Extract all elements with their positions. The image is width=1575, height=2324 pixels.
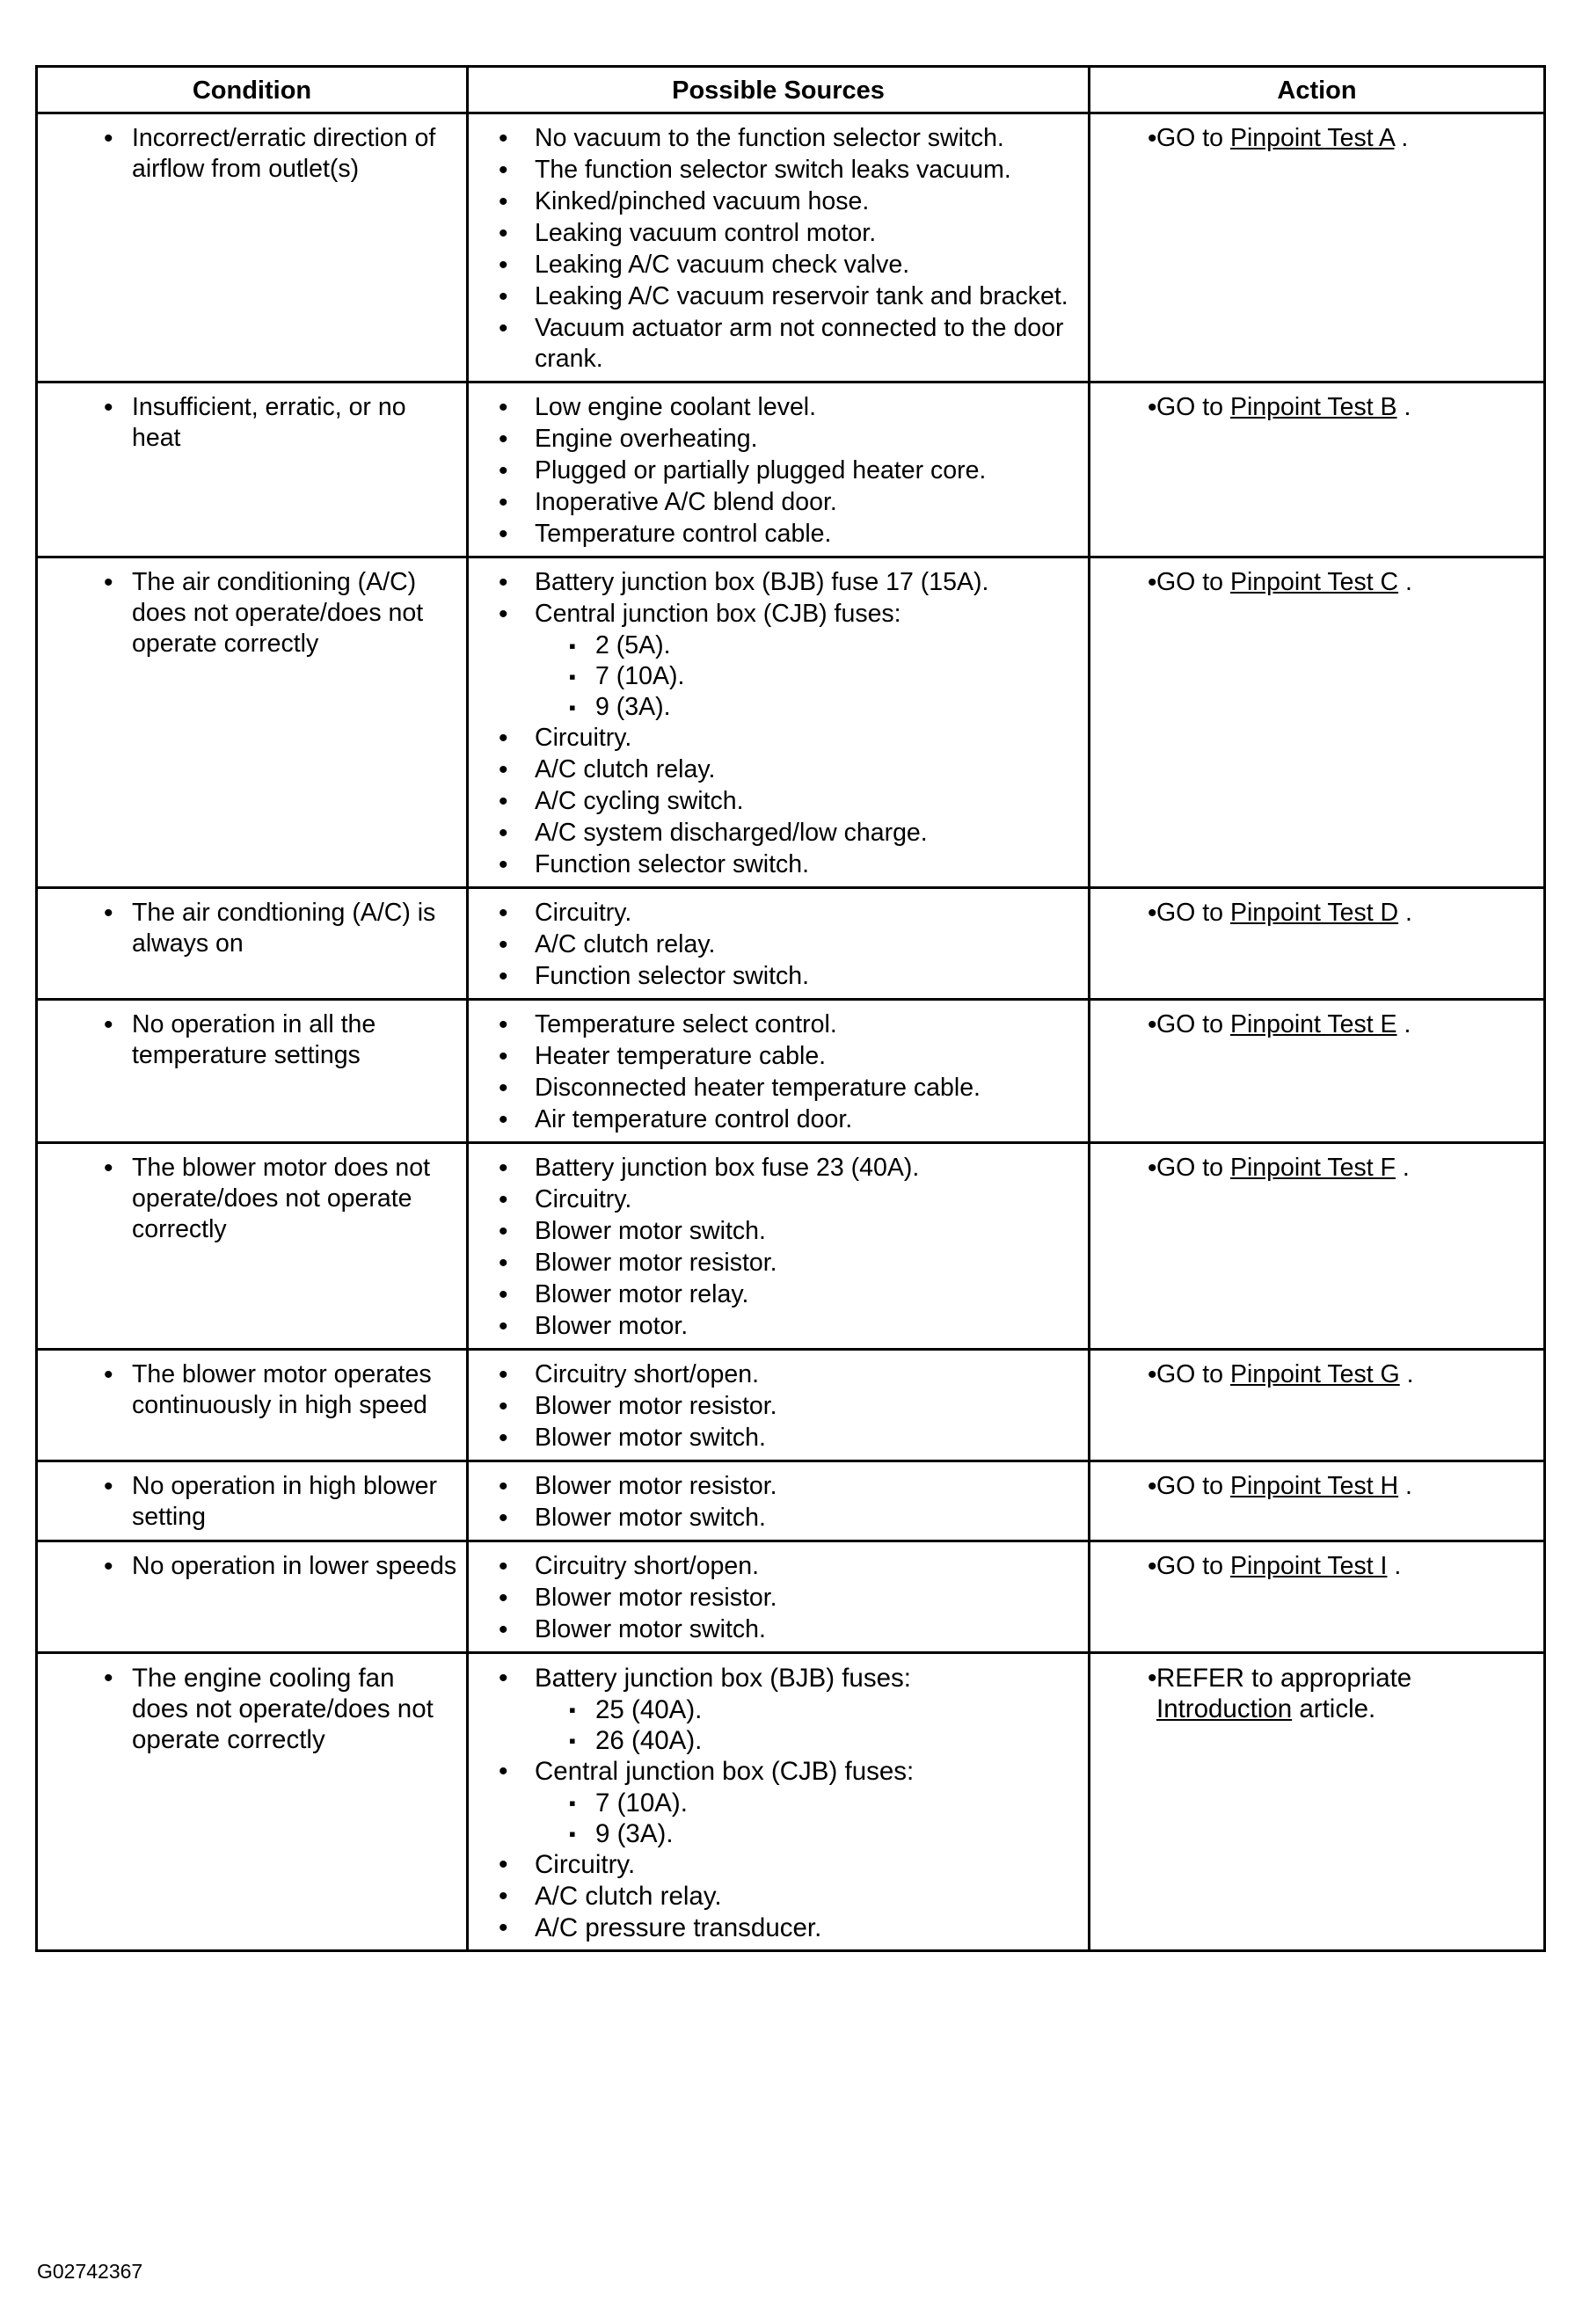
pinpoint-test-link[interactable]: Pinpoint Test A [1229,124,1395,152]
header-action: Action [1090,67,1545,113]
source-item: • A/C clutch relay. [478,1881,1079,1912]
action-item [1099,898,1535,929]
source-item: • Blower motor relay. [478,1279,1079,1310]
sources-cell [468,1541,1090,1653]
diagnosis-table [35,65,1546,1952]
action-suffix: . [1396,1010,1411,1038]
source-item: • Disconnected heater temperature cable. [478,1073,1079,1104]
action-item [1099,1663,1535,1724]
source-item: • A/C clutch relay. [478,929,1079,960]
condition-text: • No operation in all the temperature settings [47,1009,457,1071]
action-item [1099,1551,1535,1582]
pinpoint-test-link[interactable]: Pinpoint Test H [1229,1472,1399,1500]
source-subitem: ▪ 9 (3A). [478,692,1079,723]
condition-cell [37,1541,468,1653]
action-cell [1090,1000,1545,1143]
condition-text: • Incorrect/erratic direction of airflow from outlet(s) [47,123,457,185]
sources-cell [468,1653,1090,1951]
source-item: • A/C system discharged/low charge. [478,818,1079,849]
sources-cell [468,1350,1090,1461]
action-suffix: article. [1292,1694,1376,1723]
action-suffix: . [1398,568,1412,596]
action-cell [1090,1461,1545,1541]
action-item [1099,567,1535,598]
condition-cell [37,1461,468,1541]
table-row [37,1653,1545,1951]
pinpoint-test-link[interactable]: Pinpoint Test B [1229,393,1397,421]
condition-cell [37,113,468,382]
action-suffix: . [1398,899,1412,927]
source-item: • Function selector switch. [478,849,1079,880]
source-item: • Air temperature control door. [478,1104,1079,1135]
pinpoint-test-link[interactable]: Pinpoint Test C [1229,568,1399,596]
pinpoint-test-link[interactable]: Pinpoint Test F [1229,1154,1396,1182]
table-row [37,1350,1545,1461]
header-possible-sources: Possible Sources [468,67,1090,113]
source-item: • Circuitry. [478,1849,1079,1880]
action-prefix: GO to [1156,899,1230,927]
source-item: • Blower motor resistor. [478,1248,1079,1279]
action-prefix: GO to [1156,1010,1230,1038]
action-cell [1090,1653,1545,1951]
condition-cell [37,382,468,557]
source-item: • Circuitry. [478,898,1079,929]
condition-cell [37,888,468,1000]
sources-cell [468,1143,1090,1350]
source-item: • Temperature select control. [478,1009,1079,1040]
table-row [37,1461,1545,1541]
condition-text: • The blower motor does not operate/does not operate correctly [47,1153,457,1245]
sources-cell [468,113,1090,382]
action-prefix: GO to [1156,124,1230,152]
table-row [37,382,1545,557]
source-item: • No vacuum to the function selector switch. [478,123,1079,154]
action-suffix: . [1387,1552,1402,1580]
source-item: • Blower motor switch. [478,1216,1079,1247]
pinpoint-test-link[interactable]: Pinpoint Test I [1229,1552,1388,1580]
source-item: • A/C pressure transducer. [478,1912,1079,1943]
source-item: • Engine overheating. [478,424,1079,455]
source-item: • Blower motor switch. [478,1614,1079,1645]
source-subitem: ▪ 2 (5A). [478,630,1079,661]
action-suffix: . [1394,124,1409,152]
source-item: • Kinked/pinched vacuum hose. [478,186,1079,217]
action-suffix: . [1395,1154,1410,1182]
action-cell [1090,1143,1545,1350]
action-item [1099,1471,1535,1502]
header-condition: Condition [37,67,468,113]
condition-text: • The air condtioning (A/C) is always on [47,898,457,959]
source-item: • Blower motor resistor. [478,1391,1079,1422]
source-item: • Battery junction box fuse 23 (40A). [478,1153,1079,1184]
source-item: • Function selector switch. [478,961,1079,992]
action-cell [1090,1350,1545,1461]
source-item: • Circuitry short/open. [478,1551,1079,1582]
source-item: • Blower motor. [478,1311,1079,1342]
action-prefix: GO to [1156,1552,1230,1580]
source-item: • Vacuum actuator arm not connected to the door crank. [478,313,1079,375]
condition-text: • No operation in lower speeds [47,1551,457,1582]
source-subitem: ▪ 25 (40A). [478,1694,1079,1725]
condition-text: • The blower motor operates continuously in high speed [47,1359,457,1421]
source-item: • A/C cycling switch. [478,786,1079,817]
condition-cell [37,557,468,888]
source-item: • Leaking A/C vacuum check valve. [478,250,1079,280]
action-prefix: GO to [1156,1360,1230,1388]
source-item: • Circuitry. [478,723,1079,754]
condition-cell [37,1350,468,1461]
action-prefix: GO to [1156,1154,1230,1182]
source-item: • Temperature control cable. [478,519,1079,550]
sources-cell [468,1461,1090,1541]
condition-cell [37,1000,468,1143]
action-cell [1090,113,1545,382]
pinpoint-test-link[interactable]: Pinpoint Test E [1229,1010,1397,1038]
action-suffix: . [1398,1472,1412,1500]
table-row [37,1143,1545,1350]
source-item: • Blower motor resistor. [478,1471,1079,1502]
sources-cell [468,557,1090,888]
table-row [37,888,1545,1000]
condition-text: • The engine cooling fan does not operate/does not operate correctly [47,1663,457,1755]
condition-text: • Insufficient, erratic, or no heat [47,392,457,454]
pinpoint-test-link[interactable]: Pinpoint Test D [1229,899,1399,927]
action-cell [1090,382,1545,557]
action-prefix: GO to [1156,393,1230,421]
pinpoint-test-link[interactable]: Pinpoint Test G [1229,1360,1400,1388]
source-item: • A/C clutch relay. [478,754,1079,785]
condition-cell [37,1143,468,1350]
source-item: • Leaking A/C vacuum reservoir tank and bracket. [478,281,1079,312]
action-item [1099,392,1535,423]
source-item: • Central junction box (CJB) fuses: [478,1756,1079,1787]
action-item [1099,1153,1535,1184]
action-item [1099,1009,1535,1040]
action-prefix: GO to [1156,1472,1230,1500]
action-item [1099,123,1535,154]
sources-cell [468,382,1090,557]
table-row [37,557,1545,888]
source-item: • Inoperative A/C blend door. [478,487,1079,518]
source-subitem: ▪ 26 (40A). [478,1725,1079,1756]
table-row [37,113,1545,382]
action-cell [1090,557,1545,888]
sources-cell [468,1000,1090,1143]
source-item: • Low engine coolant level. [478,392,1079,423]
source-item: • Battery junction box (BJB) fuses: [478,1663,1079,1694]
source-item: • The function selector switch leaks vacuum. [478,155,1079,186]
document [35,65,1543,1952]
action-item [1099,1359,1535,1390]
source-item: • Central junction box (CJB) fuses: [478,599,1079,630]
source-item: • Blower motor switch. [478,1423,1079,1453]
source-item: • Plugged or partially plugged heater core. [478,455,1079,486]
header-row [37,67,1545,113]
source-subitem: ▪ 7 (10A). [478,1788,1079,1818]
source-item: • Circuitry. [478,1184,1079,1215]
action-prefix: REFER to appropriate [1156,1664,1412,1693]
action-cell [1090,1541,1545,1653]
action-prefix: GO to [1156,568,1230,596]
table-row [37,1541,1545,1653]
source-subitem: ▪ 7 (10A). [478,661,1079,692]
figure-code: G02742367 [37,2260,143,2283]
sources-cell [468,888,1090,1000]
source-item: • Leaking vacuum control motor. [478,218,1079,249]
pinpoint-test-link[interactable]: Introduction [1156,1694,1293,1723]
condition-cell [37,1653,468,1951]
source-subitem: ▪ 9 (3A). [478,1818,1079,1849]
source-item: • Heater temperature cable. [478,1041,1079,1072]
table-row [37,1000,1545,1143]
source-item: • Blower motor switch. [478,1503,1079,1534]
source-item: • Battery junction box (BJB) fuse 17 (15A). [478,567,1079,598]
action-suffix: . [1399,1360,1414,1388]
action-cell [1090,888,1545,1000]
action-suffix: . [1396,393,1411,421]
source-item: • Circuitry short/open. [478,1359,1079,1390]
condition-text: • No operation in high blower setting [47,1471,457,1533]
source-item: • Blower motor resistor. [478,1583,1079,1614]
condition-text: • The air conditioning (A/C) does not operate/does not operate correctly [47,567,457,659]
